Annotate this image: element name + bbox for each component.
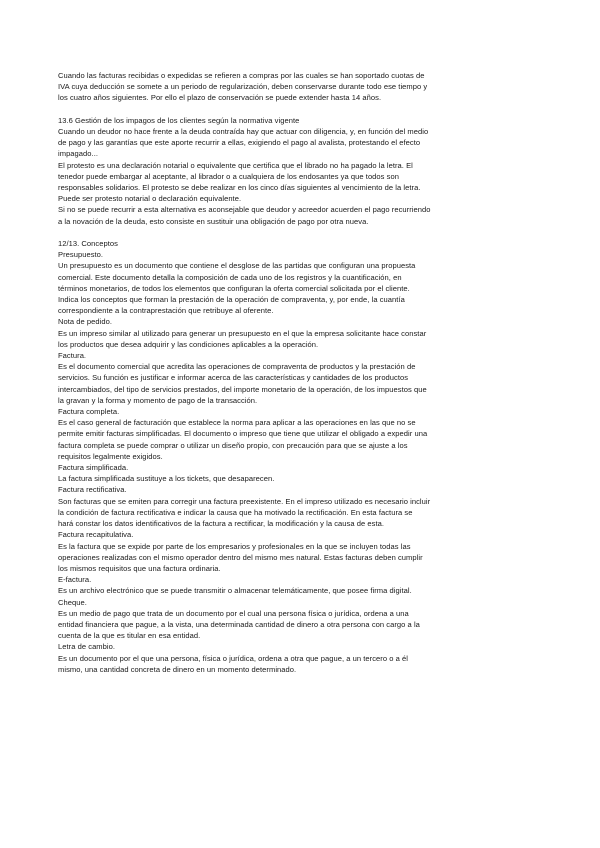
- text-line: Cuando las facturas recibidas o expedidas se refieren a compras por las cuales se han soportado cuotas de: [58, 71, 425, 80]
- text-line: Cheque.: [58, 597, 87, 607]
- text-line: Es un documento por el que una persona, física o jurídica, ordena a otra que pague, a un tercero o a él: [58, 653, 409, 663]
- text-line: permite emitir facturas simplificadas. El documento o impreso que tiene que utilizar el obligado a expedir una: [58, 429, 428, 439]
- text-line: de pago y las garantías que este aporte recurrir a ellas, exigiendo el pago al avalista, protestando el efecto: [58, 138, 421, 148]
- text-line: Factura.: [58, 351, 87, 361]
- text-line: entidad financiera que pague, a la vista, una determinada cantidad de dinero a otra persona con cargo a la: [58, 619, 420, 629]
- text-line: Factura simplificada.: [58, 463, 129, 473]
- section-facturas-conservacion: [58, 70, 546, 104]
- text-line: los mismos requisitos que una factura ordinaria.: [58, 563, 221, 573]
- text-line: 12/13. Conceptos: [58, 239, 118, 249]
- text-line: Puede ser protesto notarial o declaración equivalente.: [58, 194, 242, 204]
- text-line: hará constar los datos identificativos de la factura a rectificar, la modificación y la causa de esta.: [58, 519, 385, 529]
- text-line: los productos que desea adquirir y las condiciones aplicables a la operación.: [58, 339, 319, 349]
- text-line: E-factura.: [58, 575, 92, 585]
- text-line: servicios. Su función es justificar e informar acerca de las características y cantidades de los productos: [58, 373, 409, 383]
- text-line: Un presupuesto es un documento que contiene el desglose de las partidas que configuran una propuesta: [58, 261, 416, 271]
- text-line: cuenta de la que es titular en esa entidad.: [58, 631, 201, 641]
- text-line: IVA cuya deducción se somete a un periodo de regularización, deben conservarse durante todo ese tiempo y: [58, 82, 428, 92]
- text-line: Es un archivo electrónico que se puede transmitir o almacenar telemáticamente, que posee firma digital.: [58, 586, 412, 596]
- text-line: la gravan y la forma y momento de pago de la transacción.: [58, 395, 258, 405]
- text-line: operaciones realizadas con el mismo operador dentro del mismo mes natural. Estas facturas deben cumplir: [58, 552, 423, 562]
- text-line: los cuatro años siguientes. Por ello el plazo de conservación se puede extender hasta 14 años.: [58, 93, 382, 103]
- text-line: requisitos legalmente exigidos.: [58, 451, 163, 461]
- text-line: términos monetarios, de todos los elementos que configuran la oferta comercial solicitada por el cliente.: [58, 283, 410, 293]
- text-line: a la novación de la deuda, esto consiste en sustituir una obligación de pago por otra nueva.: [58, 216, 369, 226]
- text-line: La factura simplificada sustituye a los tickets, que desaparecen.: [58, 474, 275, 484]
- text-line: Letra de cambio.: [58, 642, 116, 652]
- text-line: Es el caso general de facturación que establece la norma para aplicar a las operaciones en las que no se: [58, 418, 416, 428]
- text-line: la condición de factura rectificativa e indicar la causa que ha motivado la rectificación. En esta factura se: [58, 507, 413, 517]
- text-line: Factura rectificativa.: [58, 485, 127, 495]
- text-line: correspondiente a la contraprestación que retribuye al oferente.: [58, 306, 274, 316]
- text-line: Es el documento comercial que acredita las operaciones de compraventa de productos y la prestación de: [58, 362, 416, 372]
- paragraph-gap: [58, 104, 546, 115]
- text-line: Presupuesto.: [58, 250, 104, 260]
- document-body: [58, 70, 546, 675]
- text-line: Cuando un deudor no hace frente a la deuda contraída hay que actuar con diligencia, y, en función del medio: [58, 127, 429, 136]
- text-line: responsables solidarios. El protesto se debe realizar en los cinco días siguientes al vencimiento de la letra.: [58, 183, 421, 193]
- text-line: Indica los conceptos que forman la prestación de la operación de compraventa, y, por ende, la cuantía: [58, 295, 405, 305]
- text-line: factura completa se puede comprar o utilizar un diseño propio, con precaución para que se ajuste a los: [58, 440, 408, 450]
- text-line: Factura completa.: [58, 407, 120, 417]
- text-line: Factura recapitulativa.: [58, 530, 134, 540]
- section-impagos: [58, 115, 546, 227]
- text-line: Son facturas que se emiten para corregir una factura preexistente. En el impreso utilizado es necesario incluir: [58, 496, 431, 506]
- text-line: intercambiados, del tipo de servicios prestados, del importe monetario de la operación, de los impuestos que: [58, 384, 427, 394]
- text-line: impagado...: [58, 149, 98, 159]
- text-line: mismo, una cantidad concreta de dinero en un momento determinado.: [58, 664, 297, 674]
- text-line: Es un impreso similar al utilizado para generar un presupuesto en el que la empresa solicitante hace constar: [58, 328, 427, 338]
- text-line: tenedor puede embargar al aceptante, al librador o a cualquiera de los endosantes ya que todos son: [58, 171, 399, 181]
- text-line: Si no se puede recurrir a esta alternativa es aconsejable que deudor y acreedor acuerden el pago recurriendo: [58, 205, 431, 215]
- text-line: El protesto es una declaración notarial o equivalente que certifica que el librado no ha pagado la letra. El: [58, 160, 413, 170]
- section-conceptos: [58, 238, 546, 675]
- text-line: Es la factura que se expide por parte de los empresarios y profesionales en la que se incluyen todas las: [58, 541, 411, 551]
- text-line: Nota de pedido.: [58, 317, 113, 327]
- text-line: 13.6 Gestión de los impagos de los clientes según la normativa vigente: [58, 115, 300, 125]
- paragraph-gap: [58, 227, 546, 238]
- text-line: Es un medio de pago que trata de un documento por el cual una persona física o jurídica, ordena a una: [58, 608, 409, 618]
- text-line: comercial. Este documento detalla la composición de cada uno de los registros y la cuantificación, en: [58, 272, 402, 282]
